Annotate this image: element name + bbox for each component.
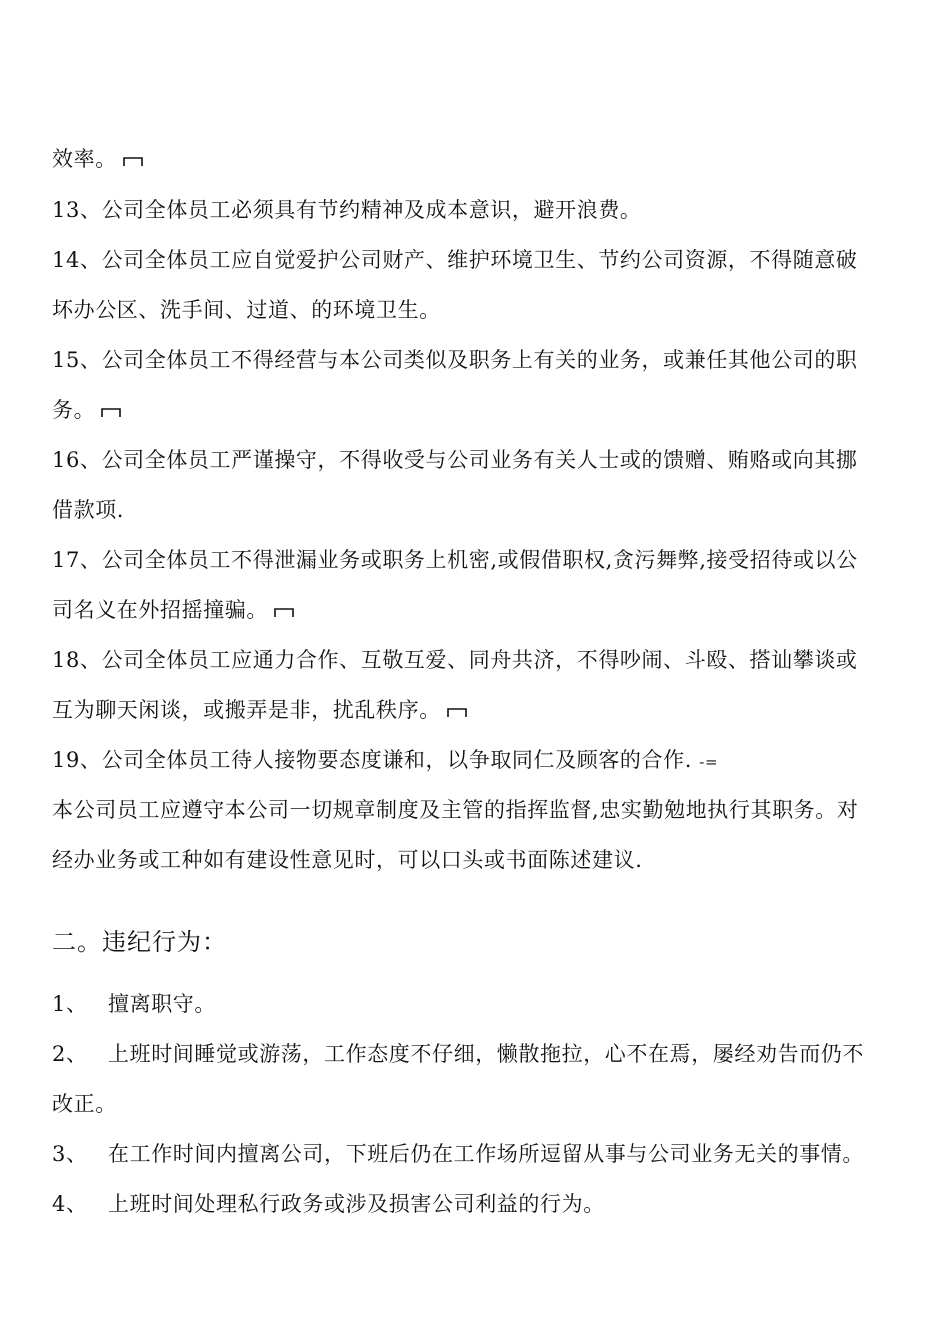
paragraph-mark-icon bbox=[101, 406, 121, 418]
text-line: 19、公司全体员工待人接物要态度谦和，以争取同仁及顾客的合作. -= bbox=[52, 748, 719, 772]
list-item: 4、 上班时间处理私行政务或涉及损害公司利益的行为。 bbox=[52, 1192, 605, 1216]
text-line: 15、公司全体员工不得经营与本公司类似及职务上有关的业务，或兼任其他公司的职 bbox=[52, 348, 858, 372]
text-line: 司名义在外招摇撞骗。 bbox=[52, 596, 294, 624]
text-line: 本公司员工应遵守本公司一切规章制度及主管的指挥监督,忠实勤勉地执行其职务。对 bbox=[52, 798, 859, 822]
list-item: 1、 擅离职守。 bbox=[52, 992, 216, 1016]
paragraph-mark-icon bbox=[447, 706, 467, 718]
text-line: 17、公司全体员工不得泄漏业务或职务上机密,或假借职权,贪污舞弊,接受招待或以公 bbox=[52, 548, 858, 572]
section-heading: 二。违纪行为： bbox=[52, 928, 227, 956]
text-line: 互为聊天闲谈，或搬弄是非，扰乱秩序。 bbox=[52, 696, 467, 724]
list-item: 2、 上班时间睡觉或游荡，工作态度不仔细，懒散拖拉，心不在焉，屡经劝告而仍不 bbox=[52, 1042, 864, 1066]
text-line: 借款项. bbox=[52, 498, 125, 522]
suffix-mark: -= bbox=[699, 753, 719, 771]
paragraph-mark-icon bbox=[274, 606, 294, 618]
text-line: 14、公司全体员工应自觉爱护公司财产、维护环境卫生、节约公司资源，不得随意破 bbox=[52, 248, 858, 272]
text-line: 务。 bbox=[52, 396, 121, 424]
text-line: 18、公司全体员工应通力合作、互敬互爱、同舟共济，不得吵闹、斗殴、搭讪攀谈或 bbox=[52, 648, 858, 672]
text-line: 经办业务或工种如有建设性意见时，可以口头或书面陈述建议. bbox=[52, 848, 643, 872]
list-item: 3、 在工作时间内擅离公司，下班后仍在工作场所逗留从事与公司业务无关的事情。 bbox=[52, 1142, 864, 1166]
list-item-continuation: 改正。 bbox=[52, 1092, 117, 1116]
text-line: 13、公司全体员工必须具有节约精神及成本意识，避开浪费。 bbox=[52, 198, 642, 222]
text-line: 效率。 bbox=[52, 145, 143, 173]
text-line: 16、公司全体员工严谨操守，不得收受与公司业务有关人士或的馈赠、贿赂或向其挪 bbox=[52, 448, 858, 472]
paragraph-mark-icon bbox=[123, 155, 143, 167]
text-line: 坏办公区、洗手间、过道、的环境卫生。 bbox=[52, 298, 441, 322]
